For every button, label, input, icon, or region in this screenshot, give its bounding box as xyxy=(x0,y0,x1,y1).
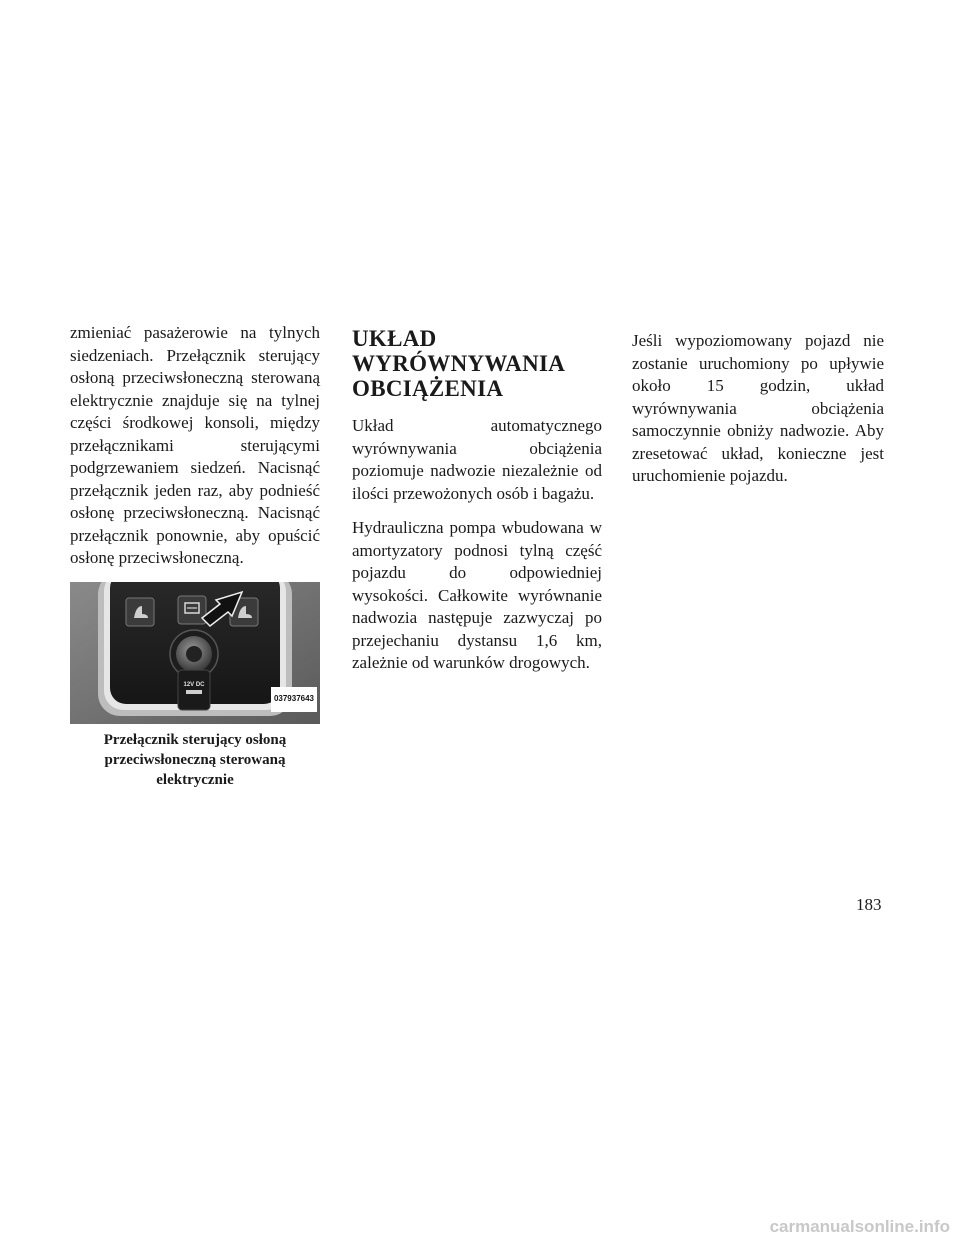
console-switch-photo xyxy=(70,582,320,724)
sunshade-switch xyxy=(178,596,206,624)
body-paragraph: zmieniać pasażerowie na tylnych siedzeniach. Przełącznik sterujący osłoną przeciwsłoneczną sterowaną elektrycznie znajduje się na tylnej części środkowej konsoli, między przełącznikami sterującymi podgrzewaniem siedzeń. Nacisnąć przełącznik jeden raz, aby podnieść osłonę przeciwsłoneczną. Nacisnąć przełącznik ponownie, aby opuścić osłonę przeciwsłoneczną. xyxy=(70,323,320,567)
heading-line: WYRÓWNYWANIA xyxy=(352,351,566,376)
body-paragraph: Układ automatycznego wyrównywania obciążenia poziomuje nadwozie niezależnie od ilości przewożonych osób i bagażu. xyxy=(352,416,602,503)
section-heading xyxy=(352,326,602,401)
body-paragraph: Jeśli wypoziomowany pojazd nie zostanie uruchomiony po upływie około 15 godzin, układ wyrównywania obciążenia samoczynnie obniży nadwozie. Aby zresetować układ, konieczne jest uruchomienie pojazdu. xyxy=(632,331,884,485)
heading-line: OBCIĄŻENIA xyxy=(352,376,504,401)
watermark: carmanualsonline.info xyxy=(769,1217,950,1236)
text-column-middle xyxy=(352,322,602,687)
text-column-right xyxy=(632,330,884,500)
socket-label: 12V DC xyxy=(183,681,205,688)
page-number: 183 xyxy=(856,895,882,914)
body-paragraph: Hydrauliczna pompa wbudowana w amortyzatory podnosi tylną część pojazdu do odpowiedniej wysokości. Całkowite wyrównanie nadwozia następuje zazwyczaj po przejechaniu dystansu 1,6 km, zależnie od warunków drogowych. xyxy=(352,518,602,672)
text-column-left xyxy=(70,322,320,790)
figure-id: 037937643 xyxy=(271,687,317,712)
figure-caption: Przełącznik sterujący osłoną przeciwsłoneczną sterowaną elektrycznie xyxy=(103,731,287,788)
heading-line: UKŁAD xyxy=(352,326,437,351)
seat-heater-switch-left xyxy=(126,598,154,626)
